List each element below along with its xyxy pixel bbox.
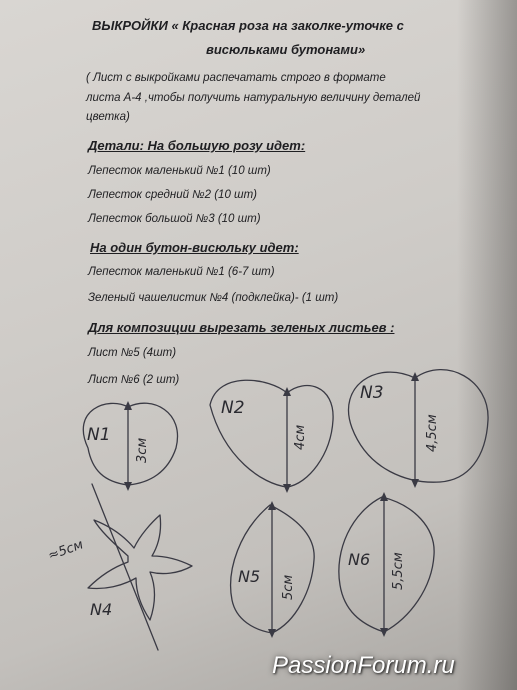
section-bud: На один бутон-висюльку идет:	[90, 240, 299, 255]
title-line-1: ВЫКРОЙКИ « Красная роза на заколке-уточке с	[92, 18, 404, 33]
list-item: Лист №5 (4шт)	[88, 347, 177, 359]
sepal-n4-label: N4	[90, 600, 113, 619]
watermark: PassionForum.ru	[272, 652, 455, 679]
leaf-n5-label: N5	[238, 567, 261, 586]
petal-n1-size: 3см	[135, 437, 150, 463]
section-leaves: Для композиции вырезать зеленых листьев :	[88, 320, 395, 335]
section-big-rose: Детали: На большую розу идет:	[88, 138, 306, 153]
note-line-1: ( Лист с выкройками распечатать строго в формате	[86, 72, 386, 84]
list-item: Лепесток большой №3 (10 шт)	[88, 213, 261, 225]
petal-n2-outline	[210, 380, 333, 487]
petal-n3-size: 4,5см	[425, 414, 440, 452]
petal-n2-size: 4см	[293, 424, 308, 450]
note-line-3: цветка)	[86, 111, 130, 123]
leaf-n6-size: 5,5см	[391, 552, 406, 590]
petal-n2-label: N2	[221, 398, 245, 418]
list-item: Лепесток средний №2 (10 шт)	[88, 189, 257, 201]
list-item: Лепесток маленький №1 (6-7 шт)	[88, 266, 275, 278]
note-line-2: листа А-4 ,чтобы получить натуральную величину деталей	[86, 92, 421, 104]
petal-n1-label: N1	[87, 425, 111, 445]
leaf-n5-size: 5см	[281, 574, 296, 600]
title-line-2: висюльками бутонами»	[206, 42, 366, 57]
sepal-n4-measure	[92, 484, 158, 650]
petal-n3-label: N3	[360, 383, 384, 403]
list-item: Лист №6 (2 шт)	[88, 374, 180, 386]
sepal-n4-size: ≈5см	[46, 537, 86, 564]
list-item: Лепесток маленький №1 (10 шт)	[88, 165, 271, 177]
list-item: Зеленый чашелистик №4 (подклейка)- (1 шт)	[88, 292, 339, 304]
leaf-n6-label: N6	[348, 550, 371, 569]
